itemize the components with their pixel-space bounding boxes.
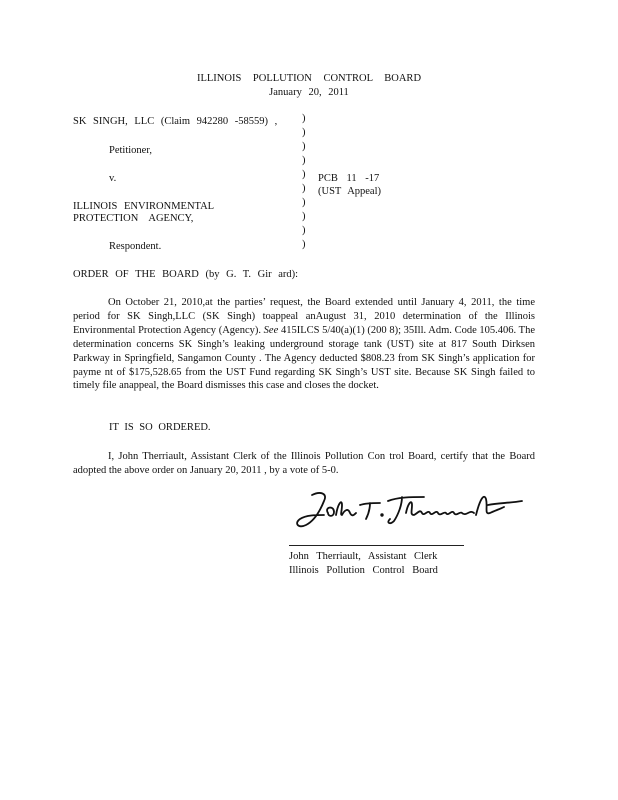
order-date: January 20, 2011	[269, 87, 349, 98]
paren: )	[302, 155, 306, 166]
signer-organization: Illinois Pollution Control Board	[289, 565, 438, 576]
caption-paren-column	[302, 112, 310, 252]
paragraph-text-a: On October 21, 2010,at the parties’ request, the Board extended until January 4, 2011, the time period for SK Singh,LLC (SK Singh) toappeal anAugust 31, 2010 determination of the Illinois Environmental Protection Agency (Agency).	[73, 297, 535, 336]
order-paragraph	[73, 296, 535, 393]
citation-see: See	[263, 324, 279, 336]
versus-label: v.	[109, 173, 117, 184]
paren: )	[302, 113, 306, 124]
paren: )	[302, 141, 306, 152]
case-type: (UST Appeal)	[318, 186, 382, 197]
paren: )	[302, 239, 306, 250]
certification-paragraph	[73, 450, 535, 478]
respondent-line-1: ILLINOIS ENVIRONMENTAL	[73, 201, 215, 212]
respondent-label: Respondent.	[109, 241, 162, 252]
paren: )	[302, 225, 306, 236]
order-heading: ORDER OF THE BOARD (by G. T. Gir ard):	[73, 269, 299, 280]
paragraph-text-b: 415ILCS 5/40(a)(1) (200 8); 35Ill. Adm. Code 105.406. The determination concerns SK Singh’s leaking underground storage tank (UST) site at 817 South Dirksen Parkway in Springfield, Sangamon County . The Agency deducted $808.23 from SK Singh’s application for payme nt of $175,528.65 from the UST Fund regarding SK Singh’s UST site. Because SK Singh failed to timely file anappeal, the Board dismisses this case and closes the docket.	[73, 324, 535, 392]
signature-line	[289, 545, 464, 546]
case-number: PCB 11 -17	[318, 173, 380, 184]
paren: )	[302, 211, 306, 222]
handwritten-signature	[290, 485, 530, 540]
paren: )	[302, 169, 306, 180]
so-ordered: IT IS SO ORDERED.	[109, 422, 211, 433]
paren: )	[302, 127, 306, 138]
certification-text: I, John Therriault, Assistant Clerk of the Illinois Pollution Con trol Board, certify that the Board adopted the above order on January 20, 2011 , by a vote of 5-0.	[73, 451, 535, 476]
petitioner-name: SK SINGH, LLC (Claim 942280 -58559) ,	[73, 116, 278, 127]
petitioner-label: Petitioner,	[109, 145, 153, 156]
paren: )	[302, 197, 306, 208]
agency-title: ILLINOIS POLLUTION CONTROL BOARD	[196, 73, 422, 84]
respondent-line-2: PROTECTION AGENCY,	[73, 213, 194, 224]
signer-name-title: John Therriault, Assistant Clerk	[289, 551, 438, 562]
paren: )	[302, 183, 306, 194]
